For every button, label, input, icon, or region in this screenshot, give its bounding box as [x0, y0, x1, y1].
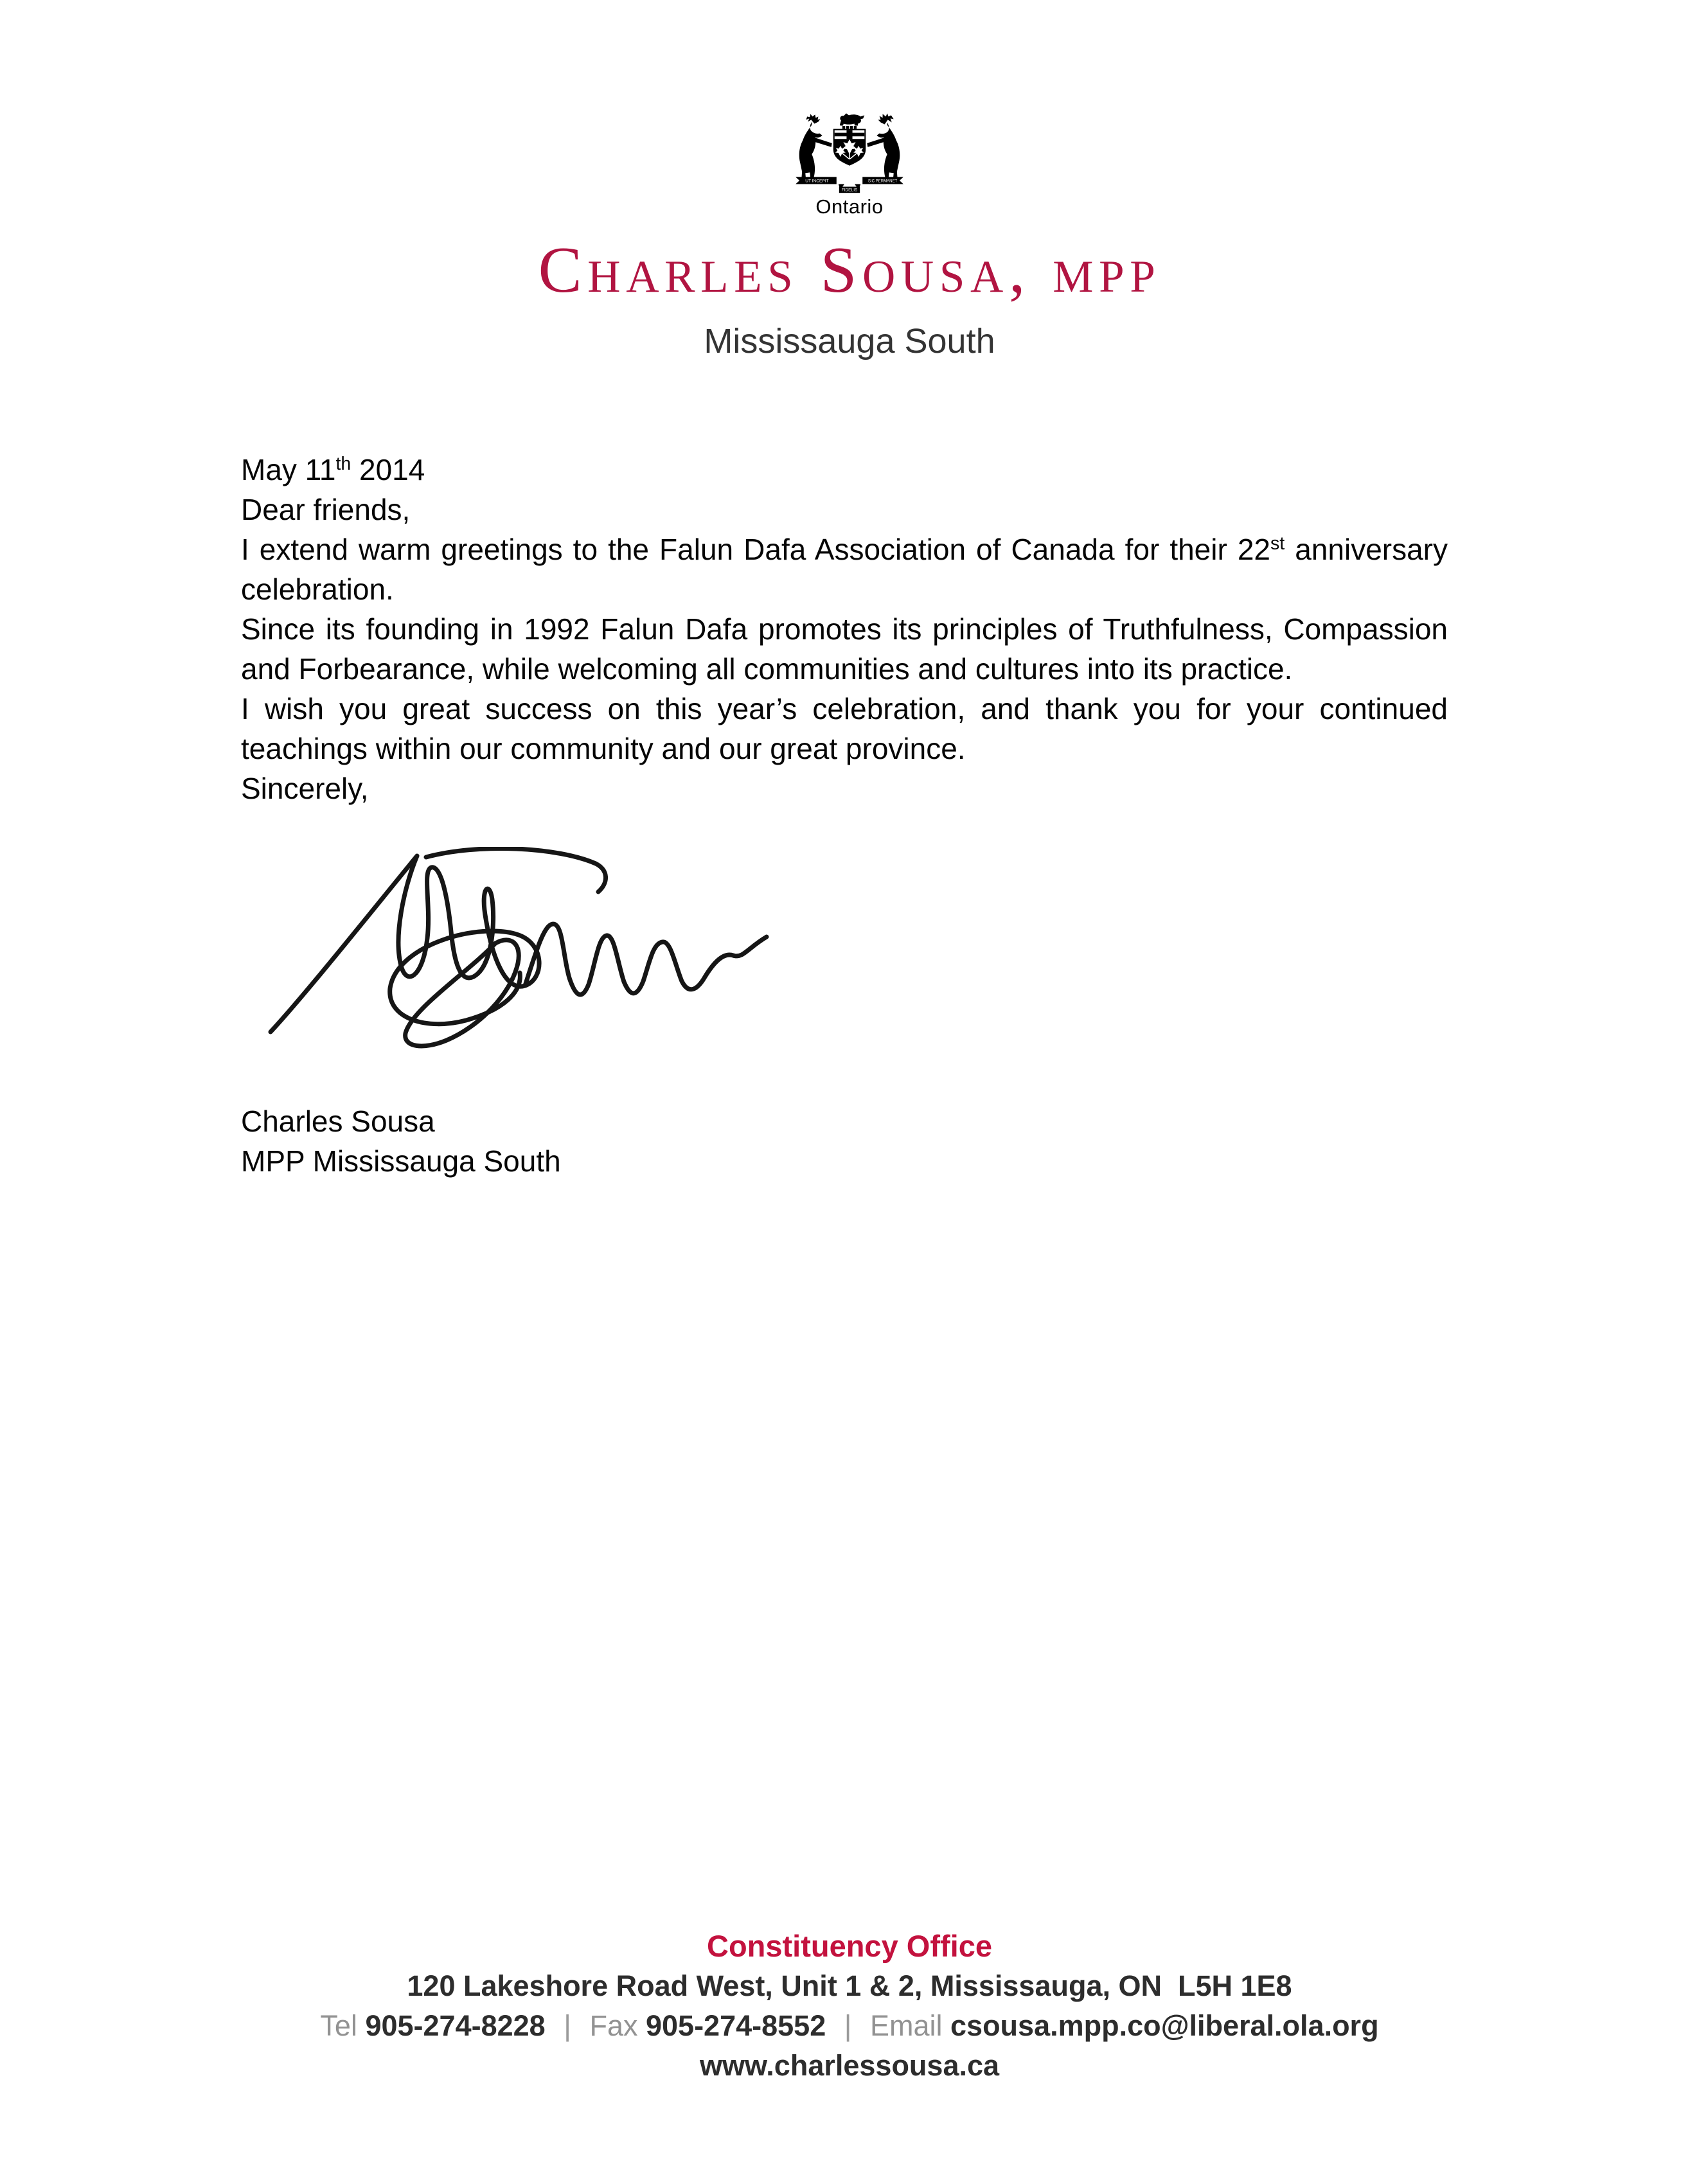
signer-title: MPP Mississauga South: [241, 1144, 561, 1178]
crest-caption: Ontario: [815, 195, 884, 218]
signature-block: [241, 1101, 1448, 1181]
fax-label: Fax: [589, 2009, 638, 2042]
letter-body: [241, 450, 1448, 1181]
letter-date-main: May 11: [241, 453, 336, 486]
bear-crest-icon: [840, 113, 864, 125]
paragraph-greeting: [241, 529, 1448, 609]
motto-left-text: UT INCEPIT: [805, 179, 829, 184]
footer-website: www.charlessousa.ca: [699, 2049, 1000, 2082]
deer-supporter-icon: [867, 113, 900, 179]
moose-supporter-icon: [799, 114, 832, 179]
email-label: Email: [869, 2009, 943, 2042]
separator-bar: |: [564, 2009, 571, 2042]
shield-icon: [833, 129, 866, 166]
page-subtitle: Mississauga South: [704, 322, 995, 360]
signer-name: Charles Sousa: [241, 1105, 435, 1138]
ontario-coat-of-arms-icon: [791, 111, 908, 195]
letterhead: [0, 111, 1699, 359]
letter-date-year: 2014: [359, 453, 425, 486]
paragraph-greeting-tail: anniversary celebration.: [241, 533, 1448, 606]
closing: Sincerely,: [241, 772, 369, 805]
motto-center-text: FIDELIS: [841, 188, 858, 193]
motto-right-text: SIC PERMANET: [867, 179, 898, 184]
paragraph-wishes: I wish you great success on this year’s celebration, and thank you for your continued teachings within our community and our great province.: [241, 692, 1448, 765]
signature-scribble: [267, 847, 769, 1051]
signature: [267, 847, 769, 1051]
page-title: Charles Sousa, mpp: [538, 234, 1161, 306]
footer: [0, 1926, 1699, 2086]
email-value: csousa.mpp.co@liberal.ola.org: [950, 2009, 1379, 2042]
separator-bar: |: [844, 2009, 852, 2042]
paragraph-greeting-text: I extend warm greetings to the Falun Dafa Association of Canada for their 22: [241, 533, 1270, 566]
tel-label: Tel: [320, 2009, 357, 2042]
salutation: Dear friends,: [241, 493, 411, 526]
anniversary-ordinal: st: [1270, 533, 1285, 555]
fax-value: 905-274-8552: [645, 2009, 826, 2042]
tel-value: 905-274-8228: [365, 2009, 546, 2042]
letter-date-ordinal: th: [335, 454, 351, 475]
footer-office-label: Constituency Office: [707, 1929, 992, 1963]
letter-date: [241, 450, 1448, 490]
footer-address: 120 Lakeshore Road West, Unit 1 & 2, Mississauga, ON L5H 1E8: [407, 1969, 1292, 2002]
paragraph-principles: Since its founding in 1992 Falun Dafa promotes its principles of Truthfulness, Compassion and Forbearance, while welcoming all communities and cultures into its practice.: [241, 612, 1448, 686]
motto-ribbon: [796, 177, 903, 193]
footer-contact-line: [0, 2006, 1699, 2046]
